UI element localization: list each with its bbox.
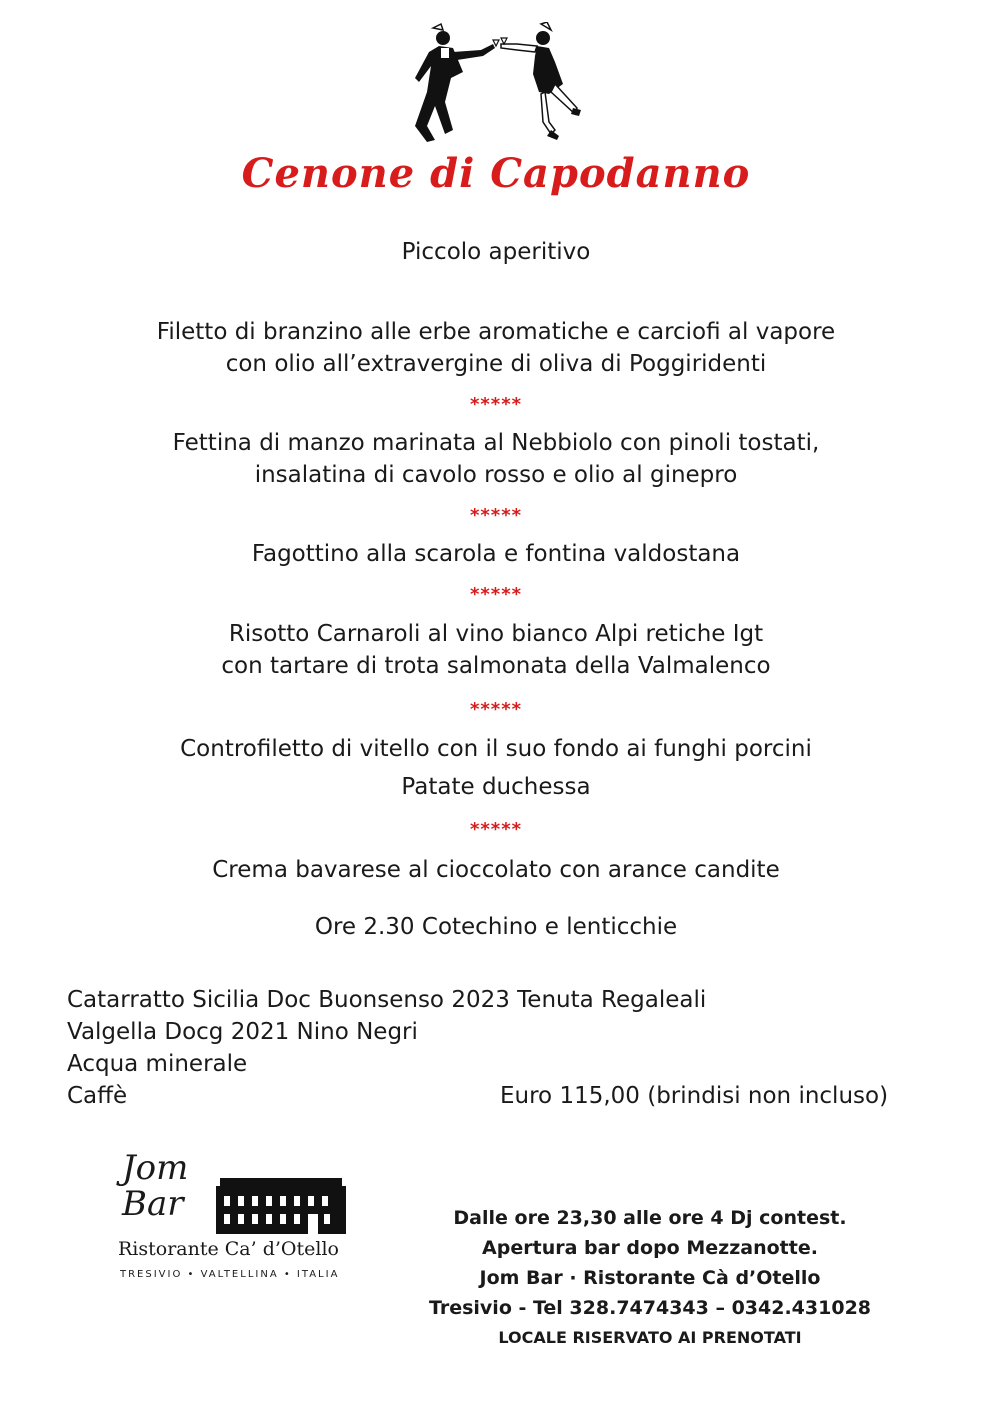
separator-stars: ***** [469,584,523,605]
course-2-line-2: insalatina di cavolo rosso e olio al ginepro [254,462,738,488]
logo-jom: Jom [122,1148,189,1188]
drink-item: Catarratto Sicilia Doc Buonsenso 2023 Tenuta Regaleali [67,987,707,1013]
course-4-line-2: con tartare di trota salmonata della Valmalenco [221,653,771,679]
course-5-line-1: Controfiletto di vitello con il suo fondo ai funghi porcini [180,736,812,762]
dancing-couple-illustration [405,22,595,152]
info-line-3: Jom Bar · Ristorante Cà d’Otello [479,1267,821,1289]
course-5-line-2: Patate duchessa [401,774,591,800]
logo-restaurant-name: Ristorante Ca’ d’Otello [118,1238,339,1260]
course-3-line-1: Fagottino alla scarola e fontina valdostana [251,541,741,567]
drink-item: Acqua minerale [67,1051,248,1077]
building-icon [216,1178,346,1234]
logo-tagline: TRESIVIO • VALTELLINA • ITALIA [120,1269,340,1280]
info-line-1: Dalle ore 23,30 alle ore 4 Dj contest. [453,1207,847,1229]
course-6-line-1: Crema bavarese al cioccolato con arance candite [212,857,780,883]
course-2-line-1: Fettina di manzo marinata al Nebbiolo con pinoli tostati, [172,430,820,456]
course-1-line-1: Filetto di branzino alle erbe aromatiche e carciofi al vapore [156,319,836,345]
drink-item: Valgella Docg 2021 Nino Negri [67,1019,418,1045]
logo-bar: Bar [122,1184,184,1224]
separator-stars: ***** [469,699,523,720]
drink-item: Caffè [67,1083,128,1109]
course-1-line-2: con olio all’extravergine di oliva di Poggiridenti [225,351,767,377]
info-line-2: Apertura bar dopo Mezzanotte. [482,1237,818,1259]
info-contact: Tresivio - Tel 328.7474343 – 0342.431028 [428,1297,872,1319]
restaurant-logo [118,1150,348,1290]
info-reservation-note: LOCALE RISERVATO AI PRENOTATI [498,1328,802,1347]
separator-stars: ***** [469,819,523,840]
separator-stars: ***** [469,505,523,526]
aperitivo: Piccolo aperitivo [401,239,591,265]
late-snack: Ore 2.30 Cotechino e lenticchie [314,914,678,940]
separator-stars: ***** [469,394,523,415]
price: Euro 115,00 (brindisi non incluso) [500,1083,889,1109]
course-4-line-1: Risotto Carnaroli al vino bianco Alpi retiche Igt [228,621,764,647]
menu-title: Cenone di Capodanno [241,150,751,197]
